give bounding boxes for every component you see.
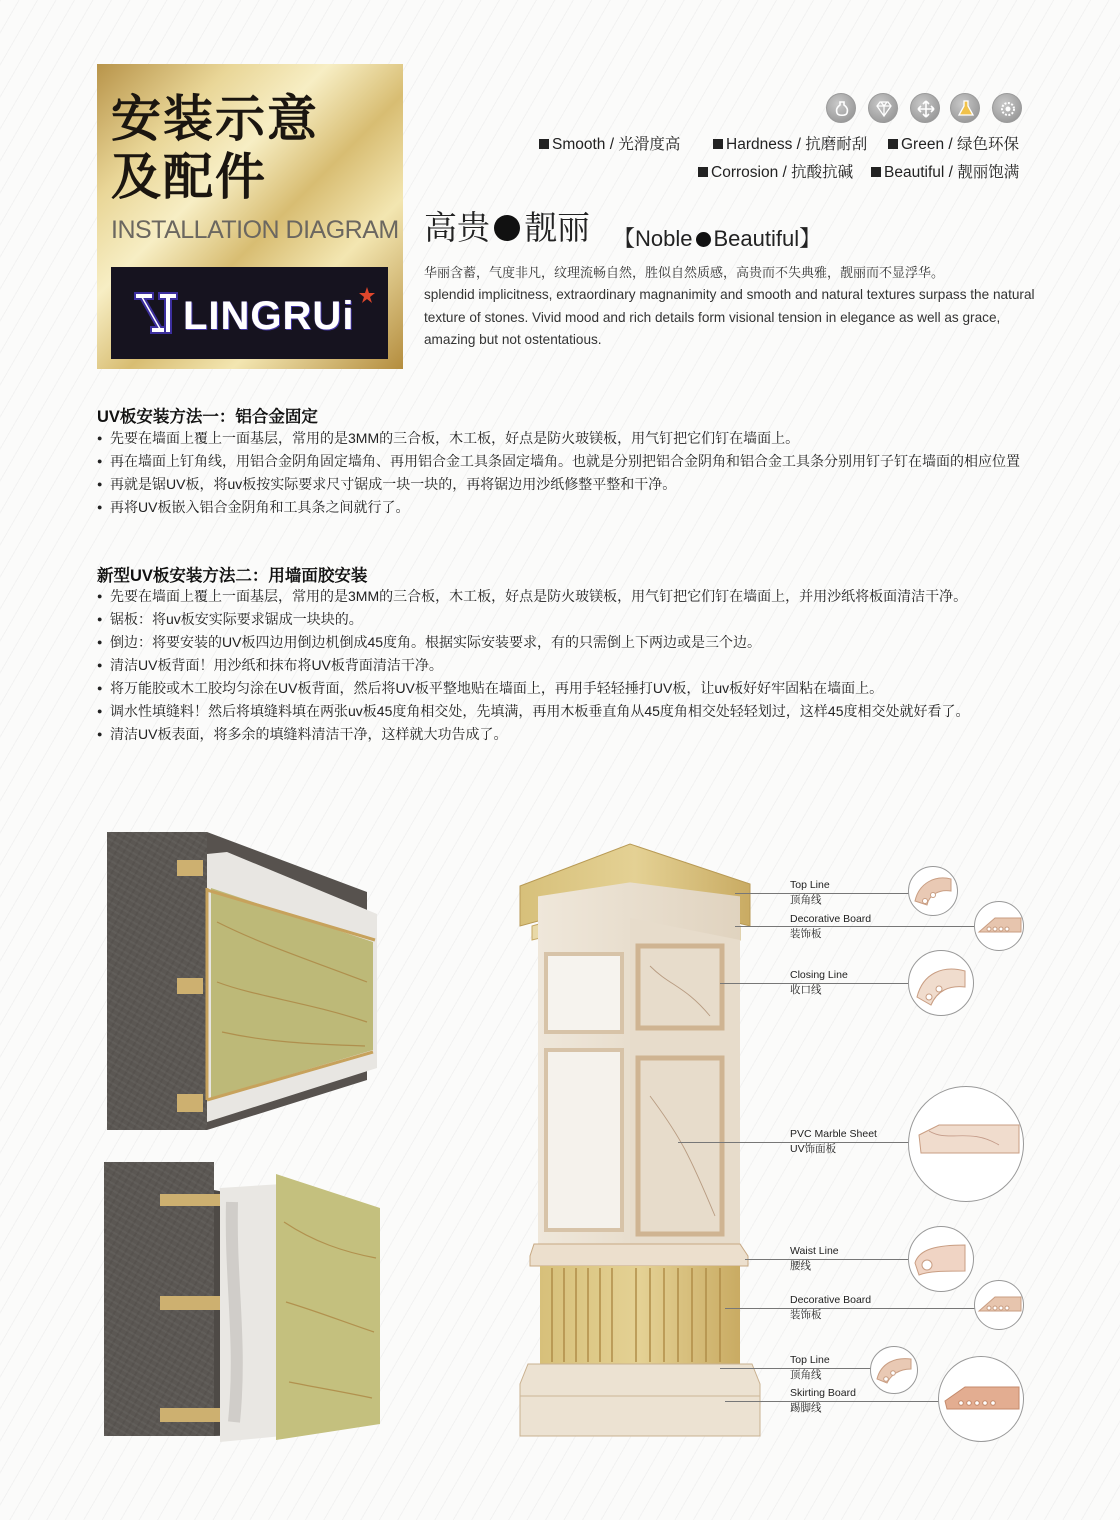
list-item: ● 先要在墙面上覆上一面基层，常用的是3MM的三合板，木工板，好点是防火玻镁板，用气钉把它们钉在墙面上，并用沙纸将板面清洁干净。 [97,585,1037,608]
label-closing-line: Closing Line 收口线 [790,969,848,996]
closing-line-profile-icon [908,950,974,1016]
star-icon [359,287,375,303]
description-cn: 华丽含蓄，气度非凡，纹理流畅自然，胜似自然质感，高贵而不失典雅，靓丽而不显浮华。 [424,265,945,280]
list-item: ● 再将UV板嵌入铝合金阴角和工具条之间就行了。 [97,496,1037,519]
top-line-profile-icon-2 [870,1346,918,1394]
leader-line [745,1259,910,1260]
method-1-list [97,427,1037,519]
vase-icon [826,93,856,123]
list-item: ● 将万能胶或木工胶均匀涂在UV板背面，然后将UV板平整地贴在墙面上，再用手轻轻捶打UV板，让uv板好好牢固粘在墙面上。 [97,677,1037,700]
title-english: INSTALLATION DIAGRAM [111,216,399,244]
feature-beautiful: Beautiful / 靓丽饱满 [871,160,1019,182]
brand-logo [111,267,388,359]
title-block [97,64,403,369]
gear-icon [992,93,1022,123]
title-line-2: 及配件 [111,147,267,206]
logo-mark-icon [131,289,181,337]
feature-smooth: Smooth / 光滑度高 [539,132,680,154]
column-illustration [510,836,770,1446]
label-waist-line: Waist Line 腰线 [790,1245,839,1272]
label-skirting-board: Skirting Board 踢脚线 [790,1387,856,1414]
diamond-icon [868,93,898,123]
description-en: splendid implicitness, extraordinary magnanimity and smooth and natural textures surpass the natural texture of stones. Vivid mood and rich details form visional tension in elegance as well as grace, amazing but not ostentatious. [424,287,1035,347]
top-line-profile-icon [908,866,958,916]
list-item: ● 锯板：将uv板安实际要求锯成一块块的。 [97,608,1037,631]
flask-icon [950,93,980,123]
list-item: ● 调水性填缝料！然后将填缝料填在两张uv板45度角相交处，先填满，再用木板垂直角从45度角相交处轻轻划过，这样45度相交处就好看了。 [97,700,1037,723]
label-pvc-marble-sheet: PVC Marble Sheet UV饰面板 [790,1128,877,1155]
aluminium-install-diagram [107,832,397,1132]
glue-install-diagram [104,1162,394,1442]
brand-name: LINGRUi [183,294,355,338]
decorative-board-profile-icon [974,901,1024,951]
label-decorative-board-2: Decorative Board 装饰板 [790,1294,872,1321]
leader-line [735,926,975,927]
leader-line [720,1368,872,1369]
method-2-list [97,585,1037,746]
list-item: ● 再在墙面上钉角线，用铝合金阴角固定墙角、再用铝合金工具条固定墙角。也就是分别把铝合金阴角和铝合金工具条分别用钉子钉在墙面的相应位置 [97,450,1037,473]
leader-line [735,893,910,894]
list-item: ● 再就是锯UV板，将uv板按实际要求尺寸锯成一块一块的，再将锯边用沙纸修整平整和干净。 [97,473,1037,496]
list-item: ● 清洁UV板表面，将多余的填缝料清洁干净，这样就大功告成了。 [97,723,1037,746]
title-line-1: 安装示意 [111,89,319,148]
list-item: ● 清洁UV板背面！用沙纸和抹布将UV板背面清洁干净。 [97,654,1037,677]
move-arrows-icon [910,93,940,123]
leader-line [725,1401,939,1402]
method-2-title: 新型UV板安装方法二：用墙面胶安装 [97,567,368,585]
leader-line [725,1308,975,1309]
label-top-line-2: Top Line 顶角线 [790,1354,830,1381]
feature-green: Green / 绿色环保 [888,132,1019,154]
waist-line-profile-icon [908,1226,974,1292]
list-item: ● 先要在墙面上覆上一面基层，常用的是3MM的三合板，木工板，好点是防火玻镁板，用气钉把它们钉在墙面上。 [97,427,1037,450]
noble-heading-cn: 高贵 靓丽 [424,208,590,247]
decorative-board-profile-icon-2 [974,1280,1024,1330]
leader-line [678,1142,910,1143]
list-item: ● 倒边：将要安装的UV板四边用倒边机倒成45度角。根据实际安装要求，有的只需倒上下两边或是三个边。 [97,631,1037,654]
noble-heading-en: 【Noble Beautiful】 [613,226,822,251]
feature-corrosion: Corrosion / 抗酸抗碱 [698,160,853,182]
label-top-line: Top Line 顶角线 [790,879,830,906]
skirting-board-profile-icon [938,1356,1024,1442]
pvc-sheet-profile-icon [908,1086,1024,1202]
page-title [111,90,401,206]
label-decorative-board: Decorative Board 装饰板 [790,913,872,940]
method-1-title: UV板安装方法一：铝合金固定 [97,408,318,426]
leader-line [720,983,910,984]
feature-hardness: Hardness / 抗磨耐刮 [713,132,867,154]
